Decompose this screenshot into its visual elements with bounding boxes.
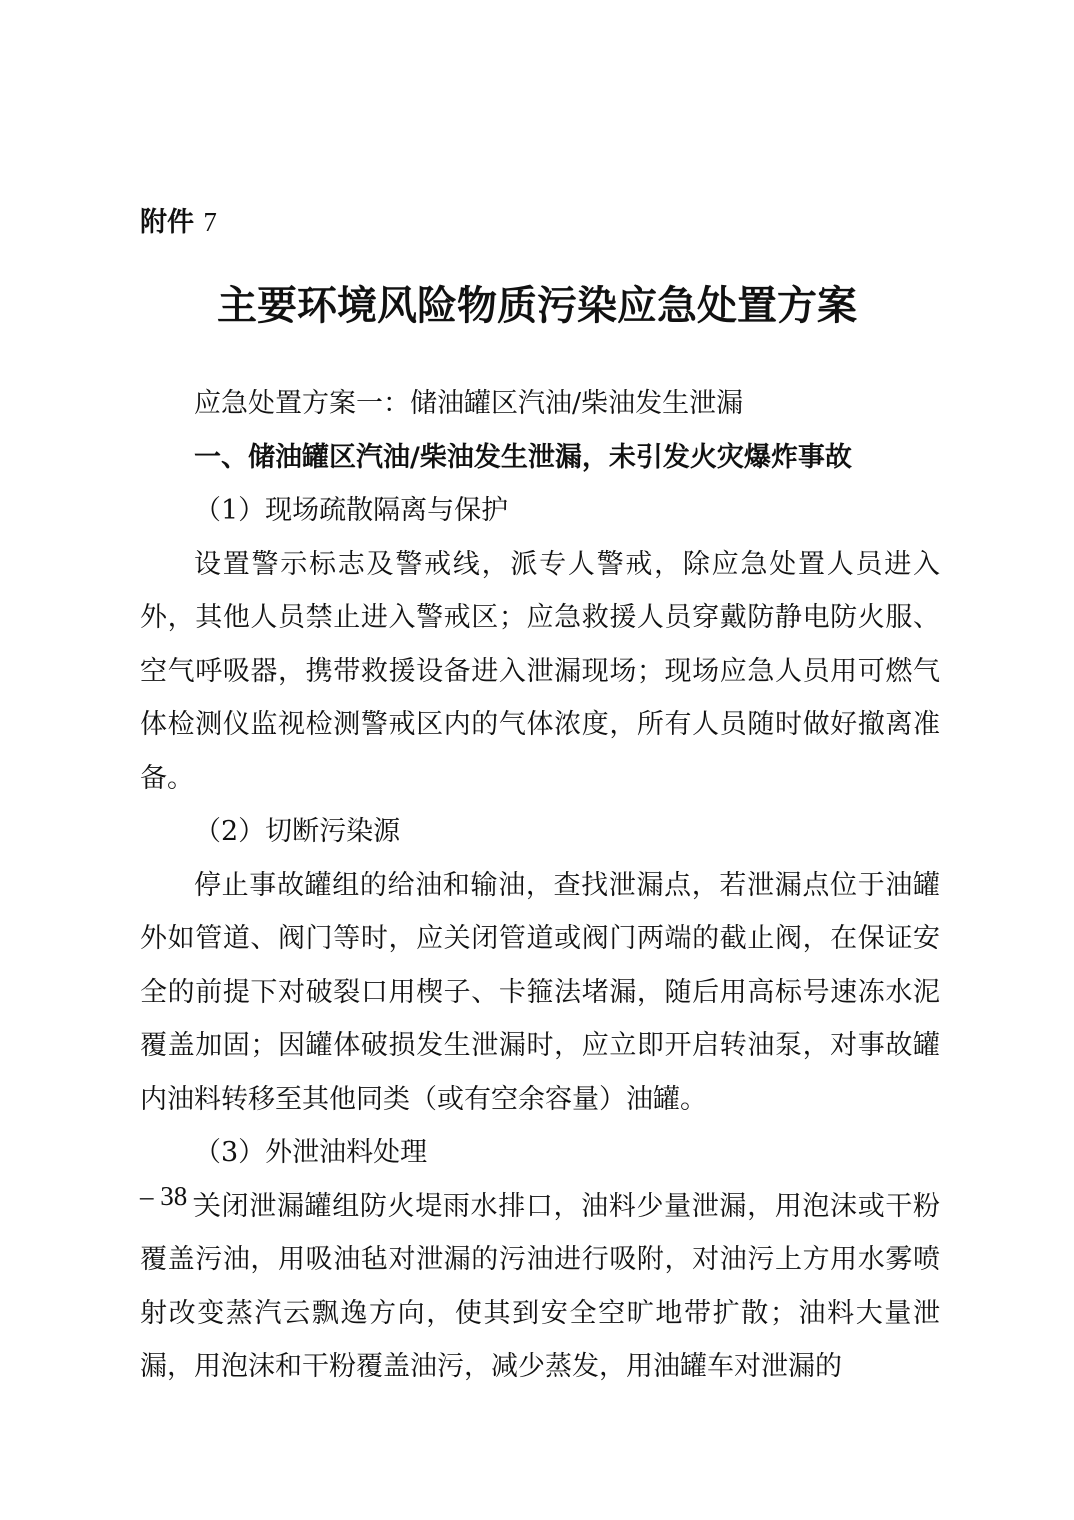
document-title: 主要环境风险物质污染应急处置方案 <box>217 282 857 329</box>
paragraph-1: 设置警示标志及警戒线，派专人警戒，除应急处置人员进入外，其他人员禁止进入警戒区；应急救援人员穿戴防静电防火服、空气呼吸器，携带救援设备进入泄漏现场；现场应急人员用可燃气体检测仪监视检测警戒区内的气体浓度，所有人员随时做好撤离准备。 <box>140 548 940 794</box>
subsection-heading-2: （2）切断污染源 <box>194 816 401 847</box>
section-heading: 一、储油罐区汽油/柴油发生泄漏，未引发火灾爆炸事故 <box>194 441 852 473</box>
attachment-label-text: 附件 <box>140 207 194 238</box>
subsection-heading-3: （3）外泄油料处理 <box>194 1137 428 1168</box>
paragraph-3: 关闭泄漏罐组防火堤雨水排口，油料少量泄漏，用泡沫或干粉覆盖污油，用吸油毡对泄漏的污油进行吸附，对油污上方用水雾喷射改变蒸汽云飘逸方向，使其到安全空旷地带扩散；油料大量泄漏，用泡沫和干粉覆盖油污，减少蒸发，用油罐车对泄漏的 <box>140 1190 940 1382</box>
attachment-number: 7 <box>203 207 217 237</box>
document-body <box>140 377 940 1394</box>
attachment-label <box>140 200 217 245</box>
plan-heading: 应急处置方案一：储油罐区汽油/柴油发生泄漏 <box>194 388 744 419</box>
page-number: – 38 – <box>140 1181 208 1211</box>
paragraph-2: 停止事故罐组的给油和输油，查找泄漏点，若泄漏点位于油罐外如管道、阀门等时，应关闭管道或阀门两端的截止阀，在保证安全的前提下对破裂口用楔子、卡箍法堵漏，随后用高标号速冻水泥覆盖加固；因罐体破损发生泄漏时，应立即开启转油泵，对事故罐内油料转移至其他同类（或有空余容量）油罐。 <box>140 869 940 1115</box>
subsection-heading-1: （1）现场疏散隔离与保护 <box>194 495 509 526</box>
